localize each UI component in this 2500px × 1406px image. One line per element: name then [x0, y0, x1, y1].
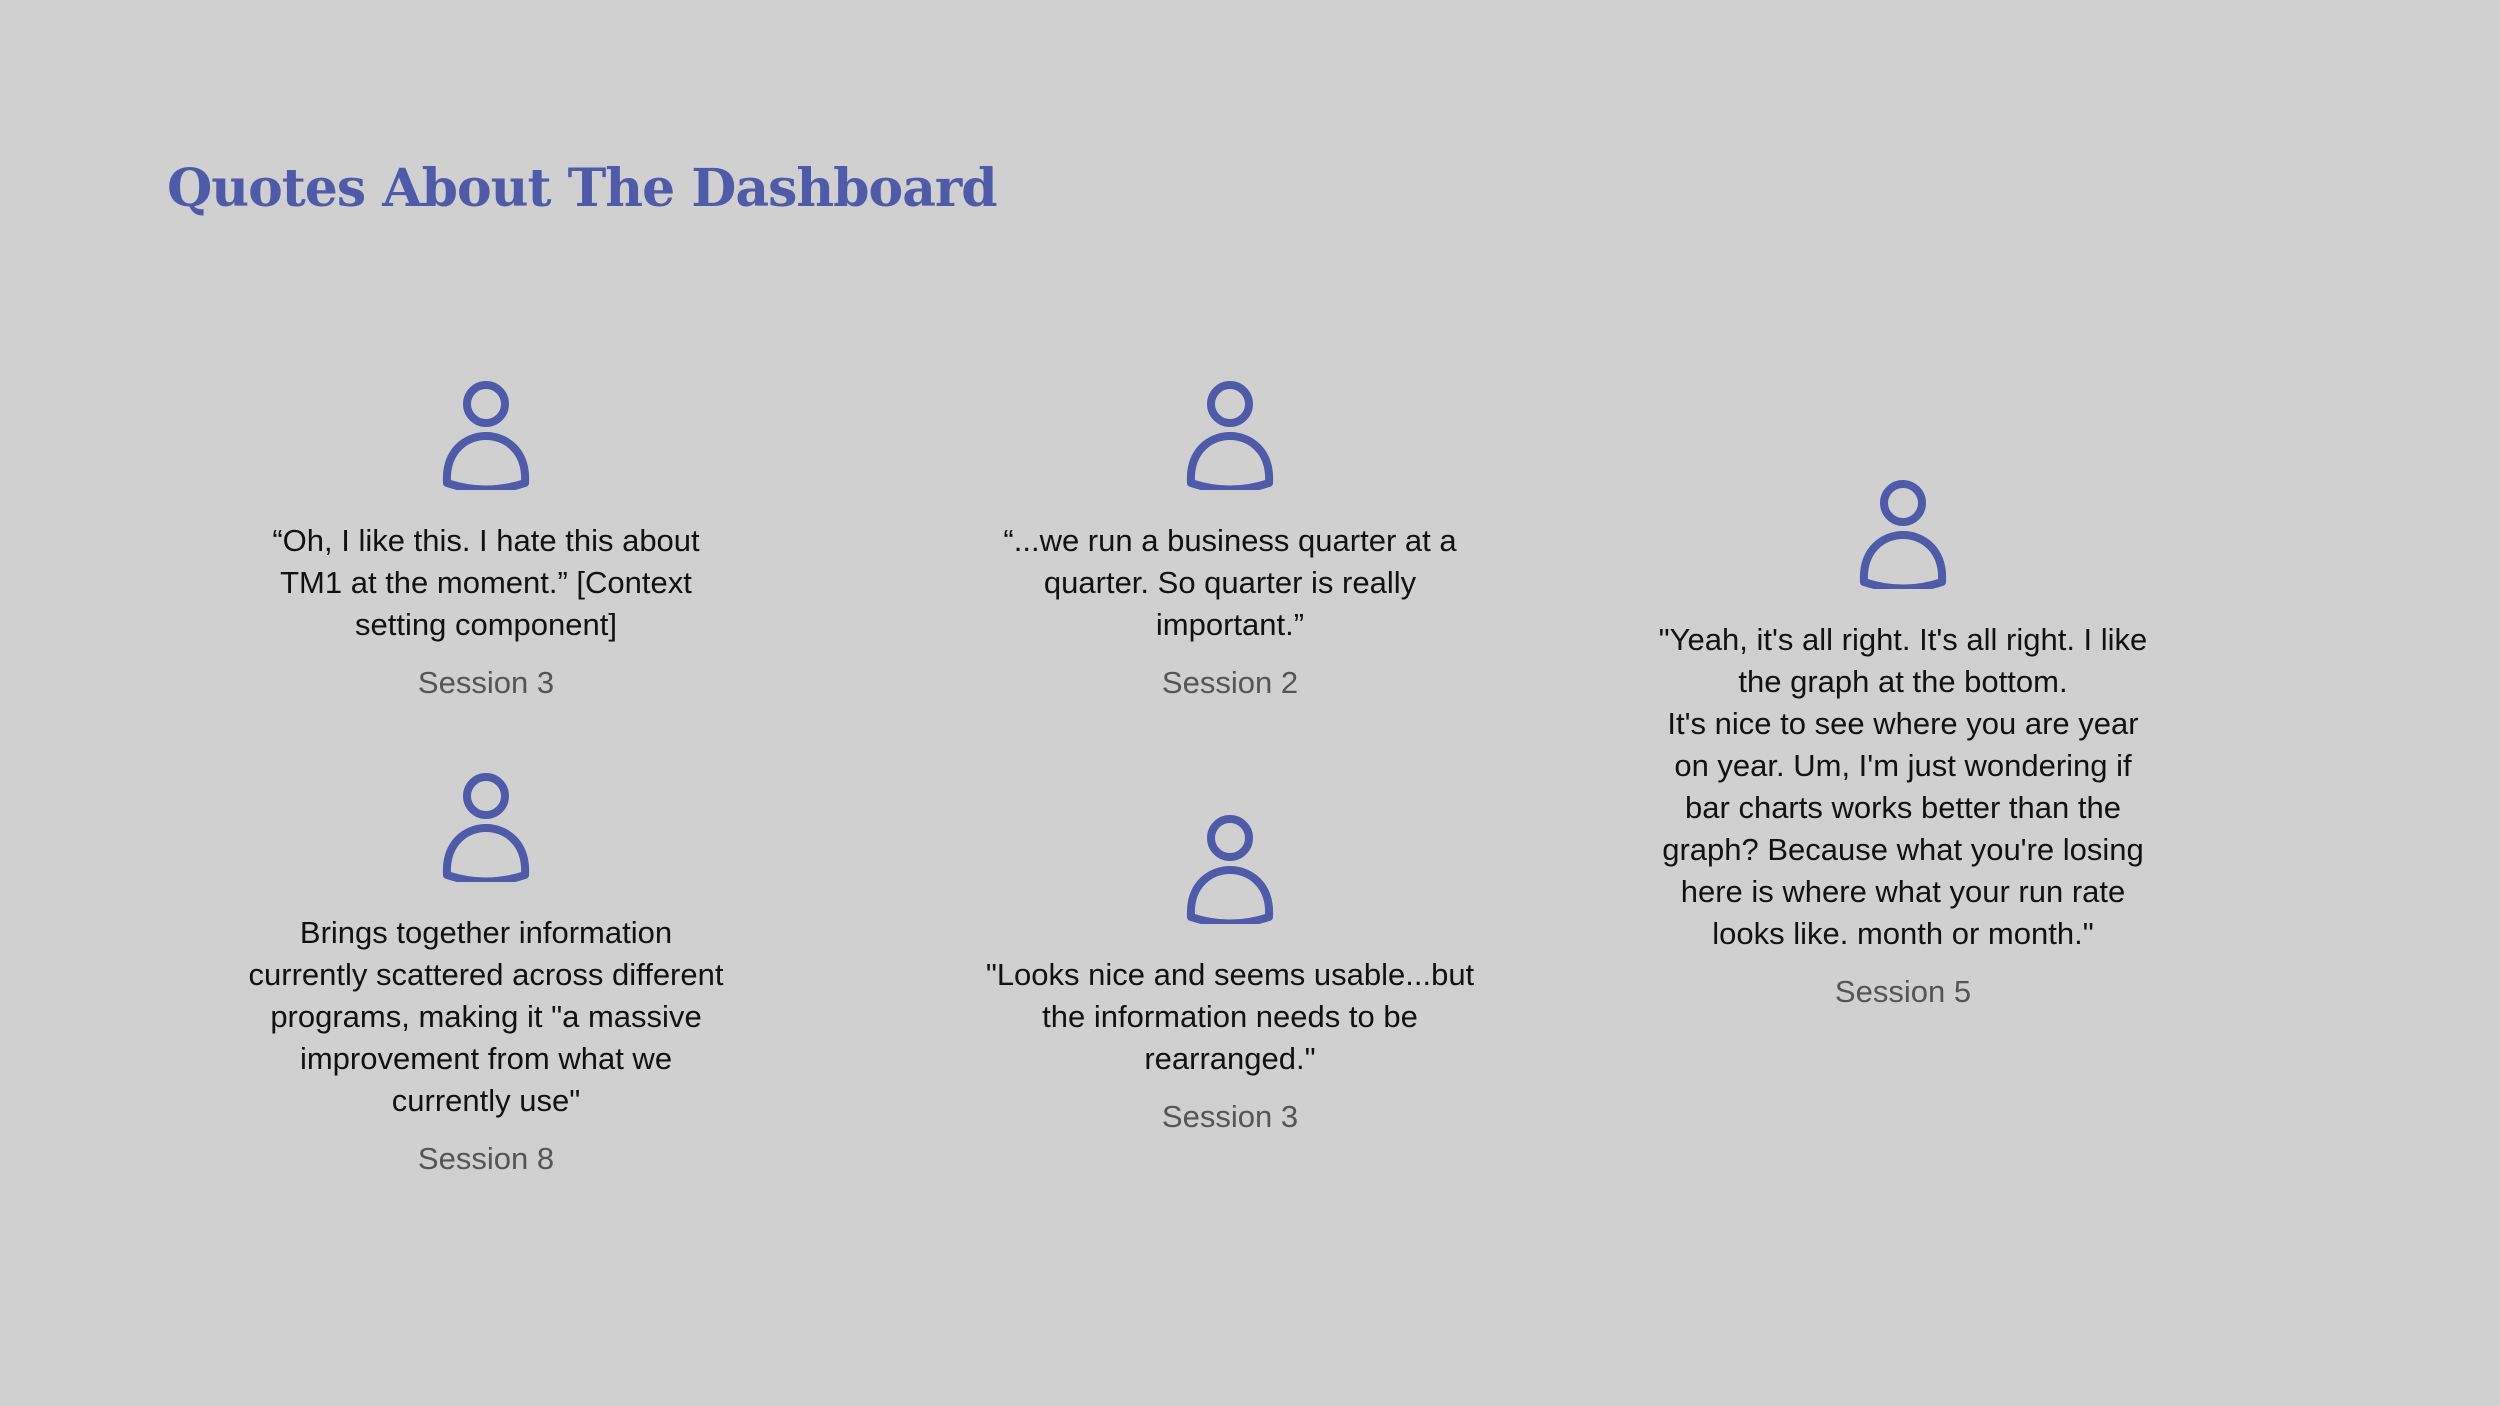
quote-line: TM1 at the moment.” [Context: [280, 565, 692, 600]
quote-card: [970, 380, 1490, 704]
quote-line: looks like. month or month.": [1712, 916, 2094, 951]
person-icon: [441, 772, 531, 882]
person-icon: [1185, 814, 1275, 924]
person-icon: [1185, 380, 1275, 490]
session-label: Session 8: [417, 1141, 555, 1176]
quote-text: [226, 520, 746, 646]
page-title: Quotes About The Dashboard: [167, 158, 997, 219]
quote-line: “Oh, I like this. I hate this about: [272, 523, 700, 558]
quote-card: [226, 772, 746, 1180]
quote-line: rearranged.": [1144, 1041, 1316, 1076]
quote-line: the information needs to be: [1042, 999, 1418, 1034]
quote-line: improvement from what we: [299, 1041, 673, 1076]
person-icon: [441, 380, 531, 490]
quote-line: important.”: [1155, 607, 1305, 642]
quote-line: quarter. So quarter is really: [1043, 565, 1417, 600]
quote-line: currently use": [391, 1083, 581, 1118]
quote-line: Brings together information: [299, 915, 673, 950]
quote-line: the graph at the bottom.: [1738, 664, 2068, 699]
quote-text: [1643, 619, 2163, 955]
quote-line: on year. Um, I'm just wondering if: [1674, 748, 2132, 783]
quote-line: “...we run a business quarter at a: [1003, 523, 1457, 558]
session-label: Session 3: [1161, 1099, 1299, 1134]
quote-line: setting component]: [355, 607, 617, 642]
quote-text: [970, 520, 1490, 646]
quote-line: "Looks nice and seems usable...but: [985, 957, 1475, 992]
quote-text: [226, 912, 746, 1122]
person-icon: [1858, 479, 1948, 589]
session-label: Session 2: [1161, 665, 1299, 700]
quote-line: here is where what your run rate: [1680, 874, 2126, 909]
quote-card: [226, 380, 746, 704]
quote-card: [970, 814, 1490, 1138]
quote-text: [970, 954, 1490, 1080]
quote-line: programs, making it "a massive: [270, 999, 702, 1034]
quote-line: bar charts works better than the: [1685, 790, 2121, 825]
quote-line: currently scattered across different: [248, 957, 724, 992]
quote-line: It's nice to see where you are year: [1667, 706, 2139, 741]
session-label: Session 5: [1834, 974, 1972, 1009]
quote-line: "Yeah, it's all right. It's all right. I like: [1658, 622, 2148, 657]
session-label: Session 3: [417, 665, 555, 700]
quote-line: graph? Because what you're losing: [1662, 832, 2144, 867]
quote-card: [1643, 479, 2163, 1013]
